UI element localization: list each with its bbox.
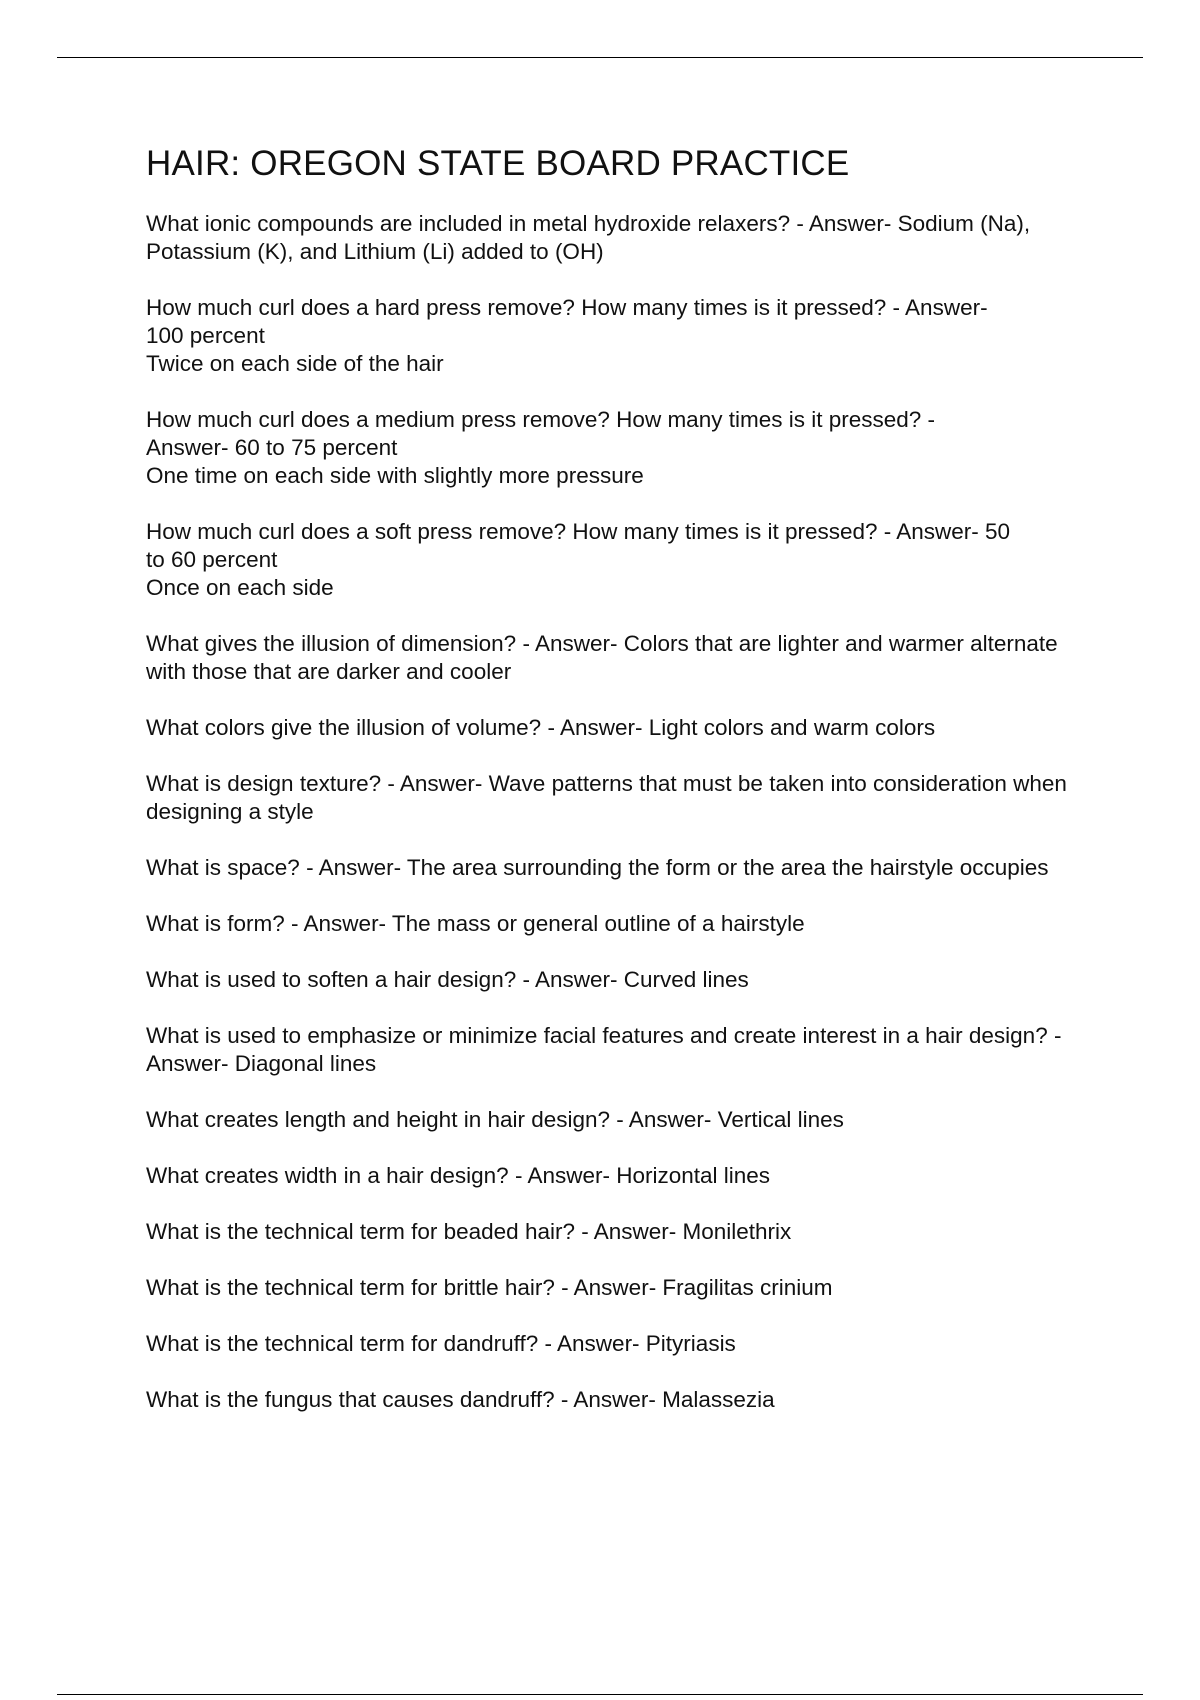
page-title: HAIR: OREGON STATE BOARD PRACTICE (146, 144, 850, 183)
qa-item: What is design texture? - Answer- Wave patterns that must be taken into consideration when designing a style (146, 771, 1067, 824)
qa-item: What is the technical term for brittle hair? - Answer- Fragilitas crinium (146, 1275, 833, 1300)
qa-item: What creates length and height in hair design? - Answer- Vertical lines (146, 1107, 844, 1132)
document-content (146, 140, 1086, 1442)
qa-item: What is used to emphasize or minimize facial features and create interest in a hair design? - Answer- Diagonal lines (146, 1023, 1062, 1076)
qa-item: How much curl does a hard press remove? How many times is it pressed? - Answer- 100 percent Twice on each side of the hair (146, 295, 988, 376)
qa-item: What is form? - Answer- The mass or general outline of a hairstyle (146, 911, 805, 936)
qa-item: How much curl does a soft press remove? How many times is it pressed? - Answer- 50 to 60 percent Once on each side (146, 519, 1011, 600)
qa-item: What ionic compounds are included in metal hydroxide relaxers? - Answer- Sodium (Na), Potassium (K), and Lithium (Li) added to (OH) (146, 211, 1031, 264)
qa-item: What is used to soften a hair design? - Answer- Curved lines (146, 967, 749, 992)
qa-item: What gives the illusion of dimension? - Answer- Colors that are lighter and warmer alternate with those that are darker and cooler (146, 631, 1058, 684)
qa-item: What is the fungus that causes dandruff? - Answer- Malassezia (146, 1387, 775, 1412)
qa-item: What is space? - Answer- The area surrounding the form or the area the hairstyle occupies (146, 855, 1049, 880)
qa-item: What is the technical term for dandruff? - Answer- Pityriasis (146, 1331, 736, 1356)
qa-item: What is the technical term for beaded hair? - Answer- Monilethrix (146, 1219, 792, 1244)
bottom-rule (57, 1694, 1143, 1695)
qa-item: What creates width in a hair design? - Answer- Horizontal lines (146, 1163, 771, 1188)
qa-item: How much curl does a medium press remove? How many times is it pressed? - Answer- 60 to 75 percent One time on each side with slightly more pressure (146, 407, 936, 488)
top-rule (57, 57, 1143, 58)
qa-item: What colors give the illusion of volume? - Answer- Light colors and warm colors (146, 715, 936, 740)
